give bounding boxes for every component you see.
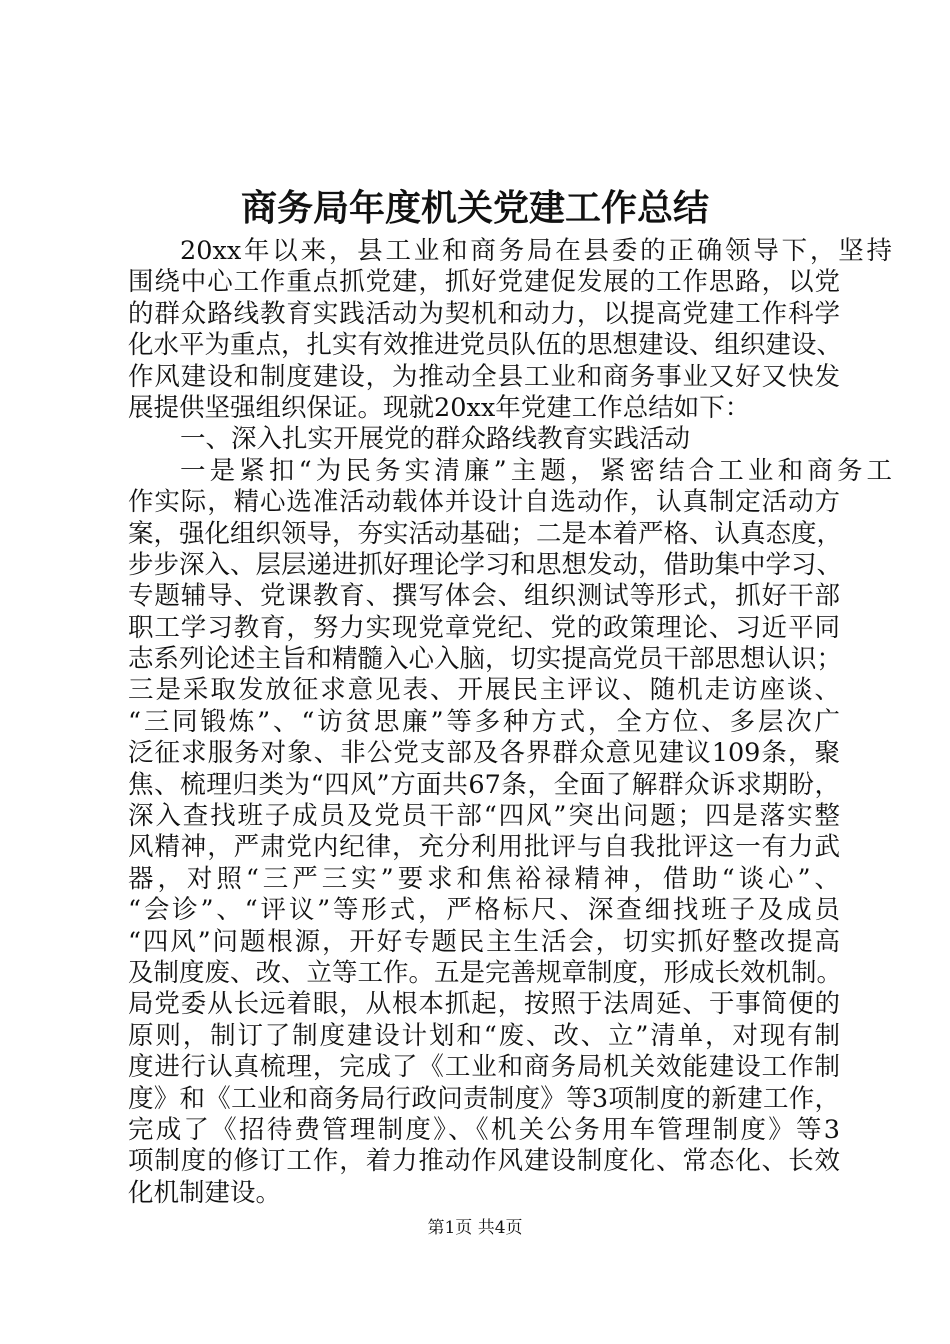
paragraph-line: 作风建设和制度建设，为推动全县工业和商务事业又好又快发 [128, 361, 840, 392]
paragraph-line: 度》和《工业和商务局行政问责制度》等3项制度的新建工作， [128, 1083, 840, 1114]
paragraph-line: 完成了《招待费管理制度》、《机关公务用车管理制度》等3 [128, 1114, 840, 1145]
document-title: 商务局年度机关党建工作总结 [240, 188, 709, 229]
paragraph-line: 度进行认真梳理，完成了《工业和商务局机关效能建设工作制 [128, 1052, 840, 1083]
paragraph-line: 步步深入、层层递进抓好理论学习和思想发动，借助集中学习、 [128, 549, 843, 580]
paragraph-line: 职工学习教育，努力实现党章党纪、党的政策理论、习近平同 [128, 612, 840, 643]
paragraph-line: 化水平为重点，扎实有效推进党员队伍的思想建设、组织建设、 [128, 330, 843, 361]
paragraph-line: 案，强化组织领导，夯实活动基础；二是本着严格、认真态度， [128, 518, 843, 549]
paragraph-line: 专题辅导、党课教育、撰写体会、组织测试等形式，抓好干部 [128, 581, 840, 612]
paragraph-line: “会诊”、“评议”等形式，严格标尺、深查细找班子及成员 [128, 895, 840, 926]
paragraph-line: 泛征求服务对象、非公党支部及各界群众意见建议109条，聚 [128, 738, 840, 769]
paragraph-line: 原则，制订了制度建设计划和“废、改、立”清单，对现有制 [128, 1020, 840, 1051]
paragraph-line: 焦、梳理归类为“四风”方面共67条，全面了解群众诉求期盼， [128, 769, 840, 800]
paragraph-line: 志系列论述主旨和精髓入心入脑，切实提高党员干部思想认识； [128, 644, 843, 675]
paragraph-line: 风精神，严肃党内纪律，充分利用批评与自我批评这一有力武 [128, 832, 840, 863]
paragraph-line: 及制度废、改、立等工作。五是完善规章制度，形成长效机制。 [128, 957, 843, 988]
section-heading: 一、深入扎实开展党的群众路线教育实践活动 [180, 424, 691, 455]
paragraph-line: 化机制建设。 [128, 1177, 282, 1208]
paragraph-line: 20xx年以来，县工业和商务局在县委的正确领导下，坚持 [180, 236, 892, 266]
paragraph-line: 局党委从长远着眼，从根本抓起，按照于法周延、于事简便的 [128, 989, 840, 1020]
paragraph-line: 一是紧扣“为民务实清廉”主题，紧密结合工业和商务工 [180, 455, 892, 486]
paragraph-line: 的群众路线教育实践活动为契机和动力，以提高党建工作科学 [128, 298, 840, 329]
paragraph-line: 围绕中心工作重点抓党建，抓好党建促发展的工作思路，以党 [128, 267, 840, 298]
paragraph-line: 深入查找班子成员及党员干部“四风”突出问题；四是落实整 [128, 801, 840, 832]
paragraph-line: 作实际，精心选准活动载体并设计自选动作，认真制定活动方 [128, 487, 840, 518]
paragraph-line: “三同锻炼”、“访贫思廉”等多种方式，全方位、多层次广 [128, 706, 840, 737]
paragraph-line: 三是采取发放征求意见表、开展民主评议、随机走访座谈、 [128, 675, 840, 706]
page-number-footer: 第1页 共4页 [427, 1218, 523, 1238]
paragraph-line: 器，对照“三严三实”要求和焦裕禄精神，借助“谈心”、 [128, 863, 840, 894]
document-body [128, 236, 892, 1209]
paragraph-line: 项制度的修订工作，着力推动作风建设制度化、常态化、长效 [128, 1146, 840, 1177]
paragraph-line: “四风”问题根源，开好专题民主生活会，切实抓好整改提高 [128, 926, 840, 957]
paragraph-line: 展提供坚强组织保证。现就20xx年党建工作总结如下： [128, 392, 751, 423]
